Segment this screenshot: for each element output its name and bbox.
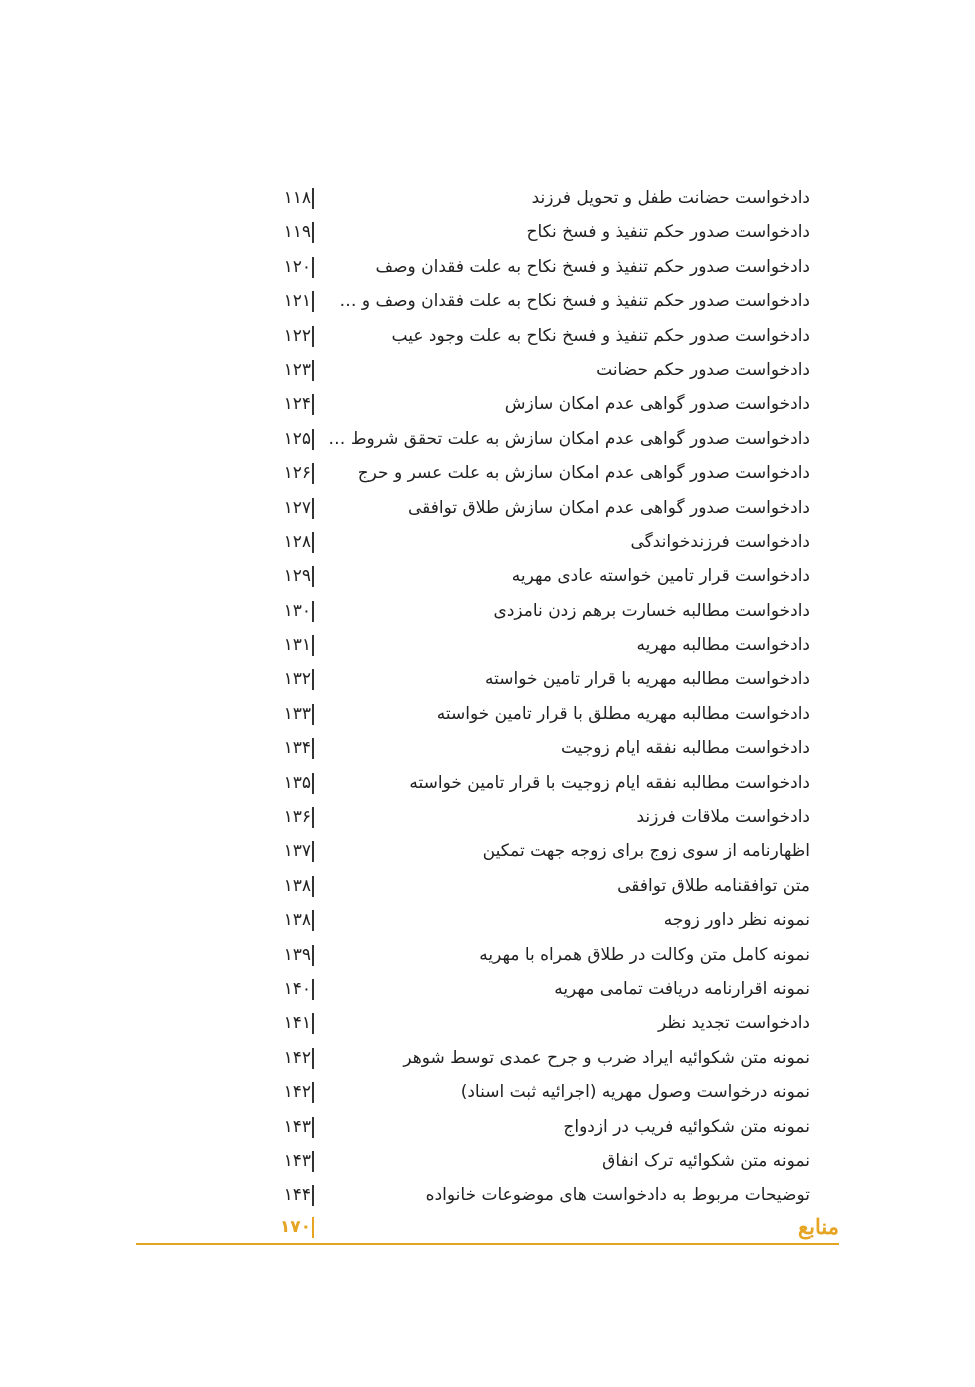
toc-separator: [312, 532, 314, 553]
toc-entry-title: دادخواست صدور گواهی عدم امکان سازش طلاق توافقی: [407, 497, 810, 518]
toc-row: [0, 422, 975, 456]
toc-final-separator: [312, 1217, 314, 1238]
toc-row: [0, 250, 975, 284]
toc-row: [0, 456, 975, 490]
toc-row: [0, 972, 975, 1006]
toc-entry-title: دادخواست مطالبه نفقه ایام زوجیت با قرار تامین خواسته: [409, 772, 810, 793]
toc-entry-title: اظهارنامه از سوی زوج برای زوجه جهت تمکین: [482, 841, 810, 862]
toc-row: [0, 181, 975, 215]
toc-page-number: ۱۴۴: [283, 1185, 311, 1206]
toc-page-number: ۱۳۰: [283, 600, 311, 621]
toc-page-number: ۱۳۸: [283, 875, 311, 896]
toc-entry-title: دادخواست فرزندخواندگی: [630, 531, 810, 552]
toc-page-number: ۱۳۲: [283, 669, 311, 690]
toc-page-number: ۱۳۹: [283, 944, 311, 965]
toc-entry-title: دادخواست ملاقات فرزند: [636, 807, 810, 828]
toc-page-number: ۱۳۸: [283, 910, 311, 931]
toc-separator: [312, 1048, 314, 1069]
toc-row: [0, 1075, 975, 1109]
toc-separator: [312, 291, 314, 312]
toc-page-number: ۱۴۲: [283, 1047, 311, 1068]
toc-separator: [312, 945, 314, 966]
toc-row: [0, 766, 975, 800]
toc-entry-title: دادخواست صدور حکم تنفیذ و فسخ نکاح به علت وجود عیب: [391, 325, 810, 346]
toc-page-number: ۱۳۴: [283, 738, 311, 759]
toc-row: [0, 594, 975, 628]
toc-separator: [312, 910, 314, 931]
toc-entry-title: دادخواست مطالبه مهریه: [636, 635, 810, 656]
toc-page-number: ۱۲۷: [283, 497, 311, 518]
toc-page-number: ۱۲۰: [283, 256, 311, 277]
toc-page-number: ۱۲۱: [283, 291, 311, 312]
toc-row: [0, 697, 975, 731]
toc-separator: [312, 876, 314, 897]
toc-entry-title: دادخواست صدور حکم تنفیذ و فسخ نکاح به علت فقدان وصف و …: [339, 291, 810, 312]
toc-separator: [312, 669, 314, 690]
toc-entry-title: نمونه اقرارنامه دریافت تمامی مهریه: [554, 978, 810, 999]
toc-row: [0, 628, 975, 662]
toc-page-number: ۱۴۳: [283, 1150, 311, 1171]
toc-page-number: ۱۳۱: [283, 635, 311, 656]
toc-row: [0, 800, 975, 834]
toc-page-number: ۱۴۱: [283, 1013, 311, 1034]
toc-entry-title: دادخواست مطالبه مهریه مطلق با قرار تامین خواسته: [436, 703, 810, 724]
toc-page-number: ۱۱۸: [283, 188, 311, 208]
toc-entry-title: دادخواست صدور حکم تنفیذ و فسخ نکاح به علت فقدان وصف: [375, 256, 810, 277]
toc-row: [0, 903, 975, 937]
toc-page-number: ۱۱۹: [283, 222, 311, 243]
toc-separator: [312, 1117, 314, 1138]
toc-separator: [312, 1185, 314, 1206]
toc-entry-title: نمونه متن شکوائیه ایراد ضرب و جرح عمدی توسط شوهر: [403, 1047, 810, 1068]
toc-entry-title: دادخواست مطالبه نفقه ایام زوجیت: [560, 738, 810, 759]
toc-separator: [312, 773, 314, 794]
toc-row: [0, 662, 975, 696]
toc-entry-title: توضیحات مربوط به دادخواست های موضوعات خانواده: [425, 1185, 810, 1206]
toc-row: [0, 1006, 975, 1040]
toc-separator: [312, 566, 314, 587]
toc-separator: [312, 738, 314, 759]
toc-entry-title: دادخواست صدور حکم تنفیذ و فسخ نکاح: [526, 222, 810, 243]
toc-entry-title: دادخواست صدور حکم حضانت: [596, 359, 810, 380]
toc-row: [0, 525, 975, 559]
toc-row: [0, 869, 975, 903]
toc-page-number: ۱۲۴: [283, 394, 311, 415]
toc-entry-title: دادخواست تجدید نظر: [658, 1013, 810, 1034]
toc-page-number: ۱۴۲: [283, 1082, 311, 1103]
toc-row: [0, 319, 975, 353]
table-of-contents: [0, 181, 975, 1213]
toc-separator: [312, 188, 314, 209]
toc-separator: [312, 394, 314, 415]
toc-row: [0, 353, 975, 387]
toc-entry-title: نمونه متن شکوائیه فریب در ازدواج: [563, 1116, 810, 1137]
toc-page-number: ۱۳۷: [283, 841, 311, 862]
toc-separator: [312, 498, 314, 519]
toc-entry-title: دادخواست صدور گواهی عدم امکان سازش به علت تحقق شروط …: [328, 428, 810, 449]
toc-page-number: ۱۲۳: [283, 359, 311, 380]
toc-final-entry: [0, 1210, 975, 1244]
toc-page-number: ۱۲۹: [283, 566, 311, 587]
toc-page-number: ۱۲۸: [283, 531, 311, 552]
toc-row: [0, 1041, 975, 1075]
toc-entry-title: دادخواست مطالبه خسارت برهم زدن نامزدی: [493, 600, 810, 621]
toc-row: [0, 491, 975, 525]
toc-page-number: ۱۲۵: [283, 428, 311, 449]
toc-entry-title: دادخواست مطالبه مهریه با قرار تامین خواسته: [484, 669, 810, 690]
toc-separator: [312, 704, 314, 725]
toc-entry-title: دادخواست صدور گواهی عدم امکان سازش: [504, 394, 810, 415]
toc-final-page: ۱۷۰: [279, 1217, 311, 1237]
toc-row: [0, 834, 975, 868]
toc-row: [0, 559, 975, 593]
toc-page-number: ۱۳۳: [283, 703, 311, 724]
toc-entry-title: نمونه درخواست وصول مهریه (اجرائیه ثبت اسناد): [460, 1082, 810, 1103]
toc-separator: [312, 807, 314, 828]
toc-separator: [312, 429, 314, 450]
toc-separator: [312, 222, 314, 243]
toc-entry-title: متن توافقنامه طلاق توافقی: [617, 875, 810, 896]
toc-row: [0, 1110, 975, 1144]
toc-row: [0, 284, 975, 318]
toc-entry-title: دادخواست حضانت طفل و تحویل فرزند: [531, 188, 810, 208]
toc-separator: [312, 1013, 314, 1034]
toc-separator: [312, 1151, 314, 1172]
toc-entry-title: نمونه متن شکوائیه ترک انفاق: [602, 1150, 810, 1171]
toc-row: [0, 938, 975, 972]
toc-row: [0, 215, 975, 249]
toc-separator: [312, 360, 314, 381]
toc-separator: [312, 635, 314, 656]
toc-row: [0, 1144, 975, 1178]
toc-separator: [312, 257, 314, 278]
toc-entry-title: نمونه کامل متن وکالت در طلاق همراه با مهریه: [479, 944, 810, 965]
toc-page-number: ۱۴۰: [283, 978, 311, 999]
toc-row: [0, 731, 975, 765]
toc-separator: [312, 326, 314, 347]
accent-rule: [136, 1243, 839, 1245]
toc-row: [0, 387, 975, 421]
toc-row: [0, 1178, 975, 1212]
toc-separator: [312, 841, 314, 862]
toc-separator: [312, 979, 314, 1000]
toc-entry-title: نمونه نظر داور زوجه: [663, 910, 810, 931]
toc-page-number: ۱۲۲: [283, 325, 311, 346]
toc-page-number: ۱۲۶: [283, 463, 311, 484]
toc-page-number: ۱۳۵: [283, 772, 311, 793]
toc-entry-title: دادخواست صدور گواهی عدم امکان سازش به علت عسر و حرج: [357, 463, 810, 484]
toc-separator: [312, 463, 314, 484]
toc-page-number: ۱۳۶: [283, 807, 311, 828]
toc-separator: [312, 601, 314, 622]
toc-entry-title: دادخواست قرار تامین خواسته عادی مهریه: [511, 566, 810, 587]
toc-page-number: ۱۴۳: [283, 1116, 311, 1137]
toc-final-title: منابع: [797, 1214, 839, 1239]
toc-separator: [312, 1082, 314, 1103]
